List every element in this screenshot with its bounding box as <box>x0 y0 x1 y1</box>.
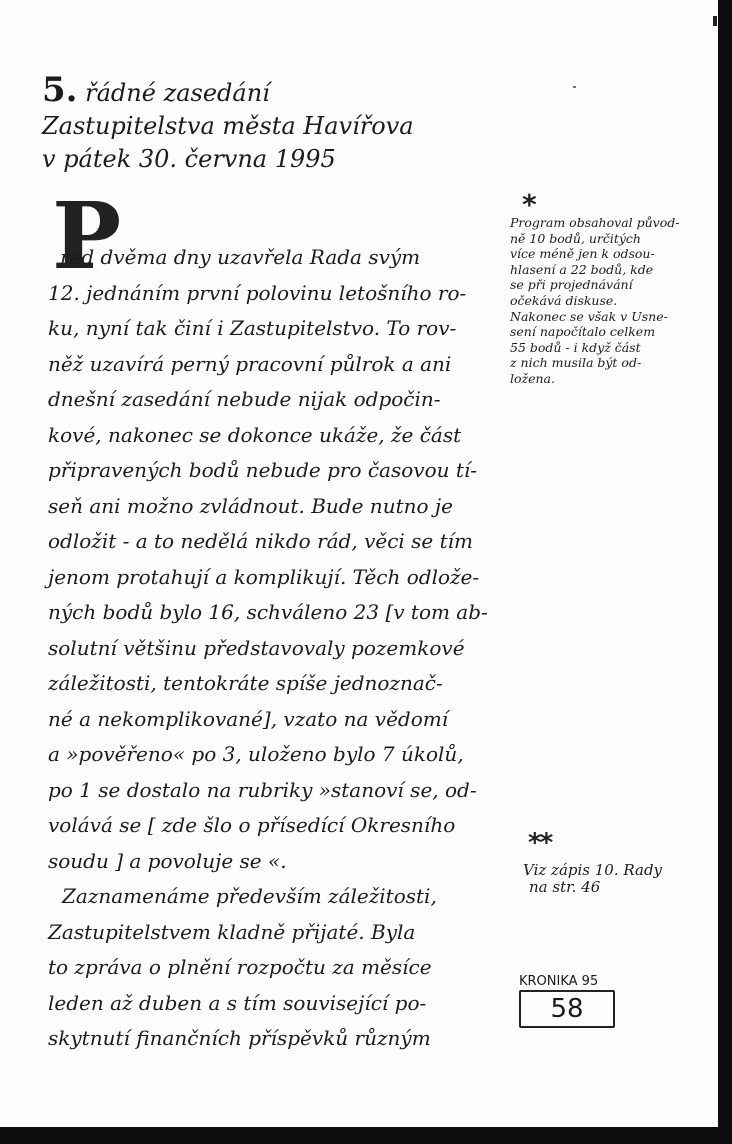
body-line: né a nekomplikované], vzato na vědomí <box>48 706 449 731</box>
body-line: seň ani možno zvládnout. Bude nutno je <box>48 493 453 518</box>
page-heading <box>42 70 414 176</box>
body-line: záležitosti, tentokráte spíše jednoznač- <box>48 671 443 695</box>
body-line: připravených bodů nebude pro časovou tí- <box>48 458 478 482</box>
body-line: něž uzavírá perný pracovní půlrok a ani <box>48 351 452 376</box>
body-line: skytnutí finančních příspěvků různým <box>48 1026 431 1050</box>
page-number: 58 <box>519 990 615 1028</box>
body-line: dnešní zasedání nebude nijak odpočin- <box>48 387 441 411</box>
body-line: leden až duben a s tím související po- <box>48 990 427 1015</box>
body-text <box>48 240 508 1057</box>
body-line: řed dvěma dny uzavřela Rada svým <box>60 245 421 269</box>
note-line: na str. 46 <box>529 878 601 896</box>
body-line: Zaznamenáme především záležitosti, <box>62 884 437 908</box>
note-line: více méně jen k odsou- <box>510 246 655 262</box>
body-line: 12. jednáním první polovinu letošního ro- <box>48 280 467 305</box>
note-line: očekává diskuse. <box>510 292 618 308</box>
body-line: soudu ] a povoluje se «. <box>48 848 287 873</box>
scan-border-right <box>718 0 732 1144</box>
heading-line-1 <box>42 70 414 110</box>
body-line: solutní většinu představovaly pozemkové <box>48 635 465 660</box>
note-line: Nakonec se však v Usne- <box>510 308 668 324</box>
note-line: Program obsahoval původ- <box>510 215 680 230</box>
body-line: ku, nyní tak činí i Zastupitelstvo. To rov- <box>48 316 457 340</box>
note-line: hlasení a 22 bodů, kde <box>510 261 654 277</box>
note-line: Viz zápis 10. Rady <box>523 861 663 879</box>
scan-mark <box>713 16 717 26</box>
note-line: se při projednávání <box>510 277 633 293</box>
note-line: 55 bodů - i když část <box>510 339 641 355</box>
body-line: jenom protahují a komplikují. Těch odlože- <box>48 564 480 589</box>
note-line: ně 10 bodů, určitých <box>510 230 641 246</box>
footnote-marker-2: ** <box>528 828 552 858</box>
heading-text-1: řádné zasedání <box>85 79 270 107</box>
note-line: sení napočítalo celkem <box>510 324 656 340</box>
scan-border-bottom <box>0 1127 732 1144</box>
note-line: ložena. <box>510 370 555 386</box>
footnote-marker-1: * <box>522 188 537 221</box>
note-line: z nich musila být od- <box>510 355 642 371</box>
body-line: a »pověřeno« po 3, uloženo bylo 7 úkolů, <box>48 742 464 766</box>
body-line: Zastupitelstvem kladně přijaté. Byla <box>48 919 416 944</box>
body-line: to zpráva o plnění rozpočtu za měsíce <box>48 955 432 979</box>
heading-number: 5. <box>42 70 78 110</box>
body-line: kové, nakonec se dokonce ukáže, že část <box>48 422 462 447</box>
body-line: volává se [ zde šlo o přísedící Okresního <box>48 813 456 837</box>
body-line: ných bodů bylo 16, schváleno 23 [v tom ab- <box>48 600 488 624</box>
heading-line-3: v pátek 30. června 1995 <box>42 145 336 173</box>
body-line: odložit - a to nedělá nikdo rád, věci se tím <box>48 529 474 553</box>
drop-cap: P <box>52 182 122 290</box>
margin-note-1 <box>510 215 706 387</box>
ink-speck <box>573 86 576 88</box>
body-line: po 1 se dostalo na rubriky »stanoví se, od- <box>48 777 477 802</box>
margin-note-2 <box>523 862 662 896</box>
heading-line-2: Zastupitelstva města Havířova <box>42 112 414 140</box>
chronicle-label: KRONIKA 95 <box>519 974 599 989</box>
